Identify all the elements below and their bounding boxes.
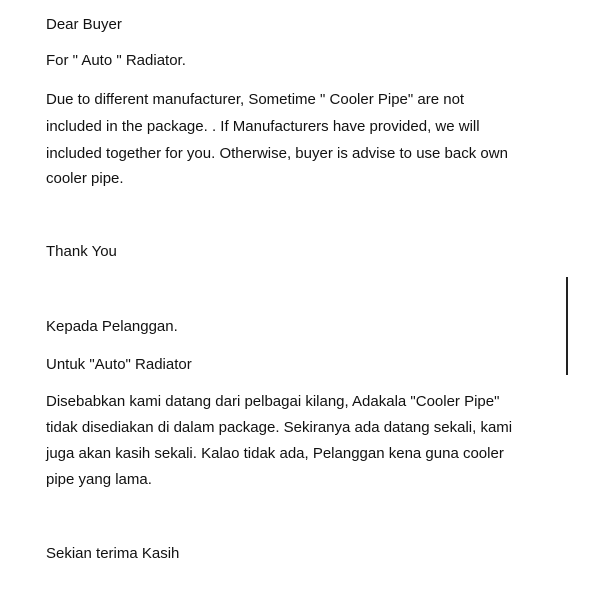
english-body-line-4: cooler pipe. <box>46 170 124 187</box>
english-body-line-2: included in the package. . If Manufacturers have provided, we will <box>46 118 480 135</box>
text-cursor <box>566 277 568 375</box>
english-subject: For " Auto " Radiator. <box>46 52 186 69</box>
malay-body-line-2: tidak disediakan di dalam package. Sekiranya ada datang sekali, kami <box>46 419 513 436</box>
english-closing: Thank You <box>46 243 117 260</box>
malay-greeting: Kepada Pelanggan. <box>46 318 178 335</box>
english-body-line-1: Due to different manufacturer, Sometime " Cooler Pipe" are not <box>46 91 465 108</box>
malay-body-line-1: Disebabkan kami datang dari pelbagai kilang, Adakala "Cooler Pipe" <box>46 393 500 410</box>
malay-subject: Untuk "Auto" Radiator <box>46 356 192 373</box>
malay-body-line-4: pipe yang lama. <box>46 471 152 488</box>
malay-closing: Sekian terima Kasih <box>46 545 180 562</box>
malay-body-line-3: juga akan kasih sekali. Kalao tidak ada, Pelanggan kena guna cooler <box>46 445 504 462</box>
english-greeting: Dear Buyer <box>46 16 122 33</box>
english-body-line-3: included together for you. Otherwise, buyer is advise to use back own <box>46 145 508 162</box>
